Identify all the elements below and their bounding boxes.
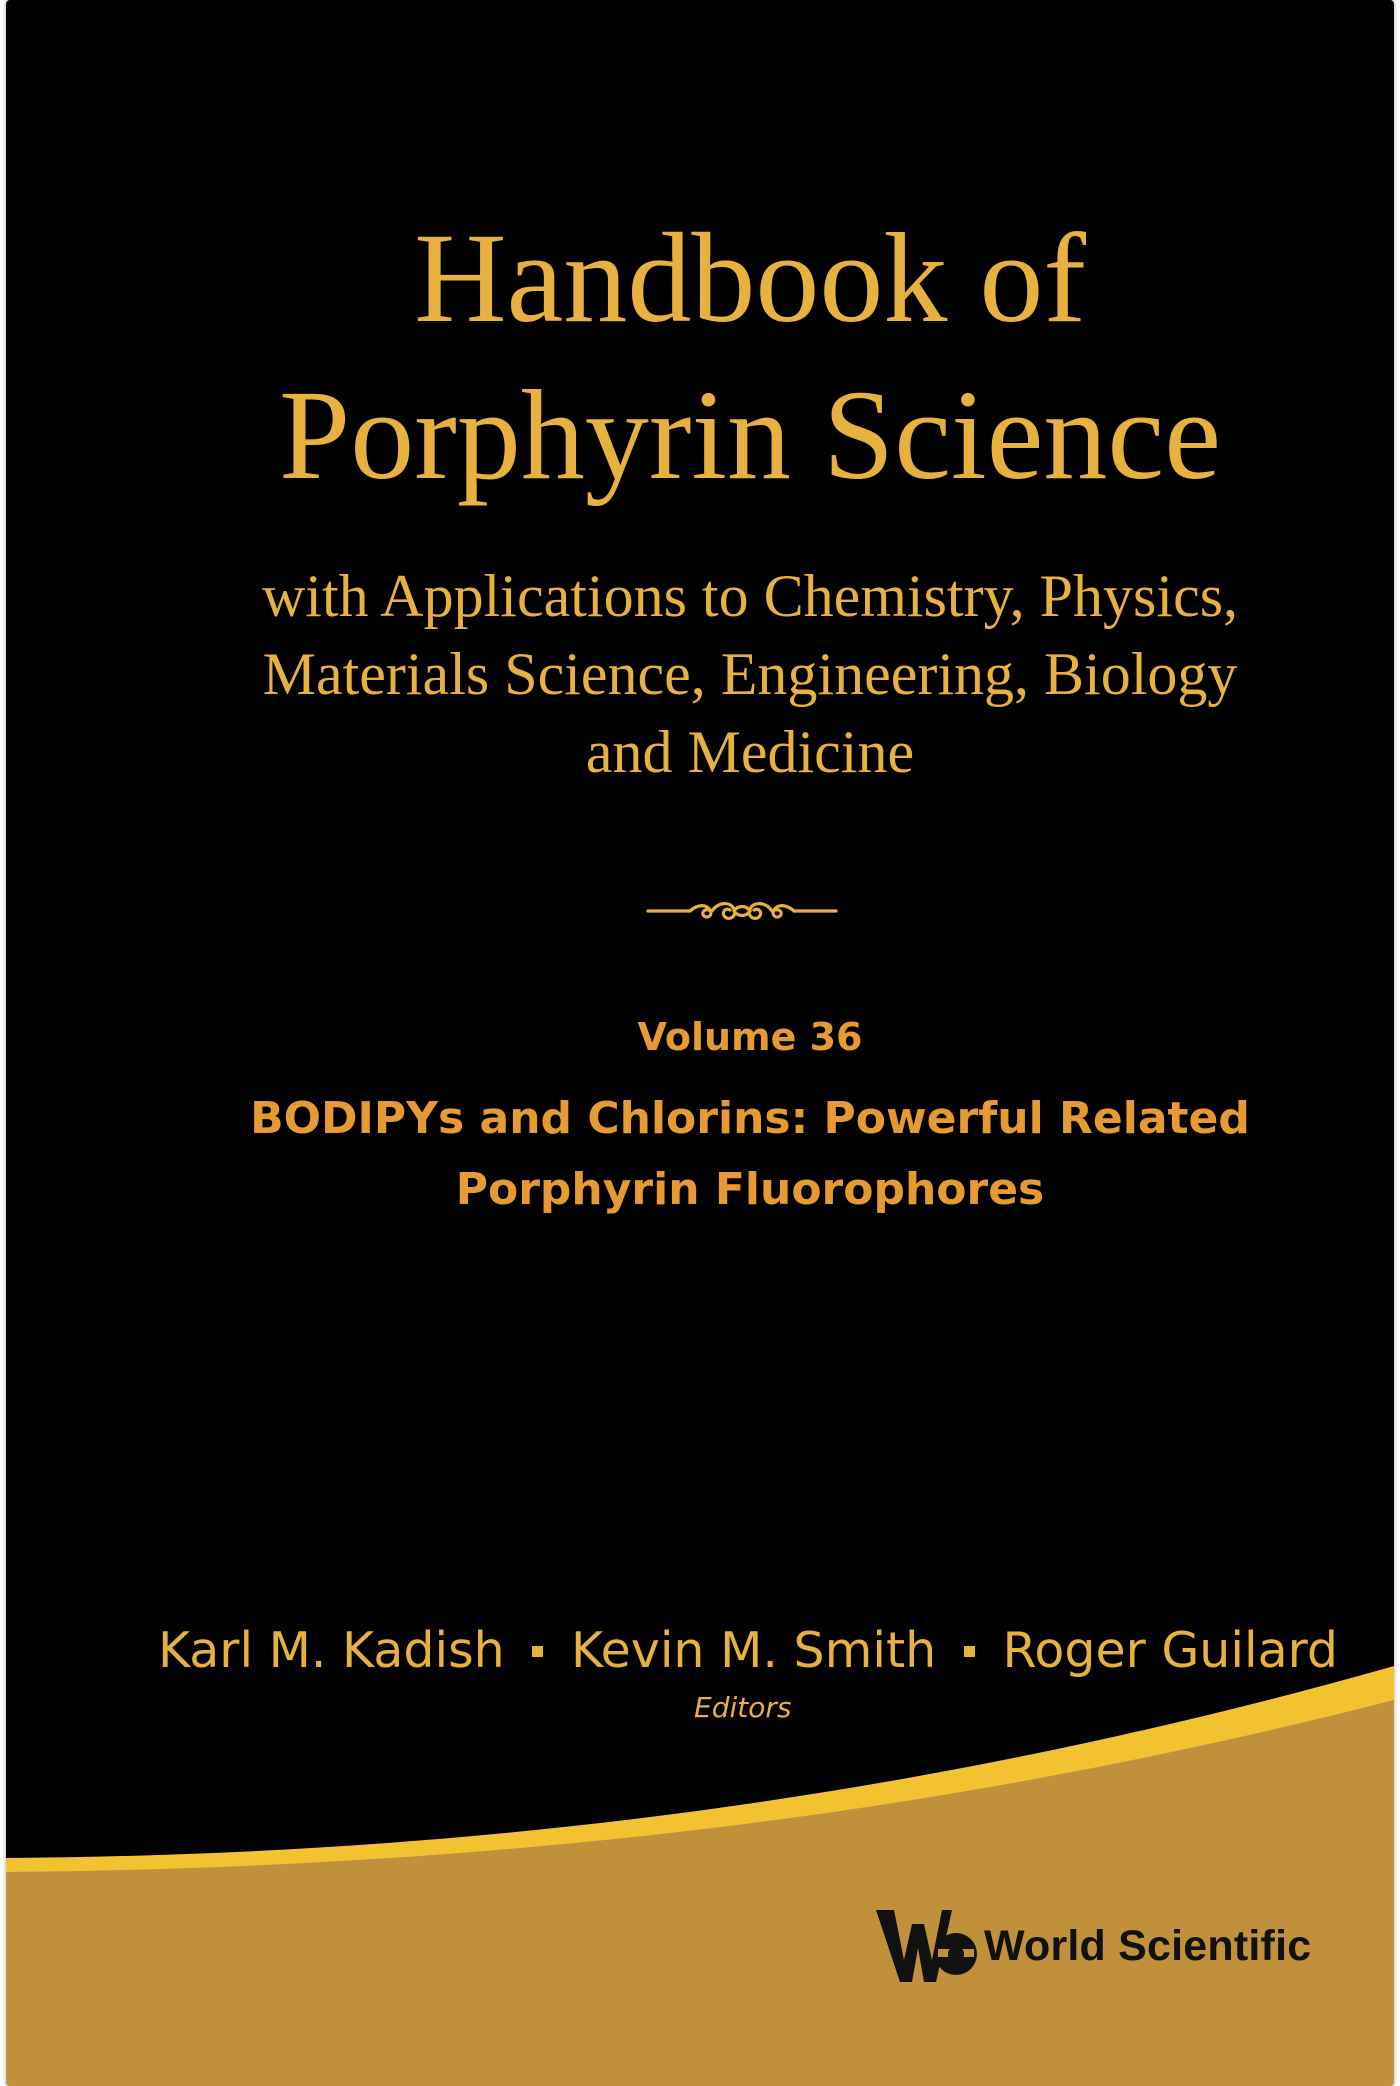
editor-name: Karl M. Kadish [158,1622,505,1679]
subtitle-line-2: Materials Science, Engineering, Biology [262,641,1238,707]
publisher-block [872,1896,1311,1996]
subtitle-line-3: and Medicine [585,719,915,785]
volume-title-line-2: Porphyrin Fluorophores [455,1164,1045,1215]
bullet-separator-icon [532,1646,543,1657]
volume-label: Volume 36 [637,1015,863,1059]
editors-list [158,1618,1338,1684]
title-line-2: Porphyrin Science [279,364,1221,506]
scroll-ornament-icon [646,882,838,938]
subtitle-line-1: with Applications to Chemistry, Physics, [261,563,1239,629]
volume-title-line-1: BODIPYs and Chlorins: Powerful Related [250,1093,1250,1144]
editor-name: Roger Guilard [1002,1622,1338,1679]
book-cover [6,0,1394,2086]
publisher-name: World Scientific [984,1921,1312,1970]
title-line-1: Handbook of [414,207,1086,349]
world-scientific-logo-icon [872,1902,980,1990]
editor-name: Kevin M. Smith [570,1622,937,1679]
editors-role-label: Editors [694,1691,792,1724]
bullet-separator-icon [964,1646,975,1657]
